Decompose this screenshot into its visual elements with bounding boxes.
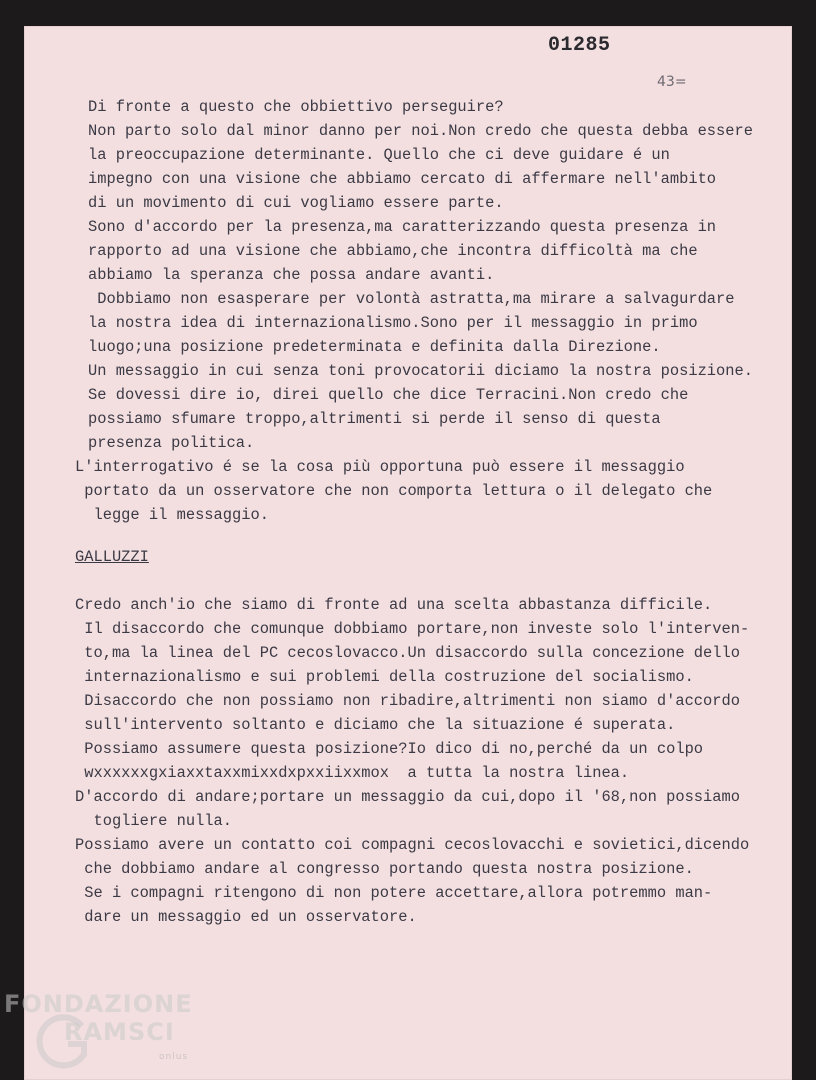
text-line: impegno con una visione che abbiamo cercato di affermare nell'ambito: [88, 170, 717, 188]
text-line: internazionalismo e sui problemi della costruzione del socialismo.: [75, 668, 694, 686]
text-line: che dobbiamo andare al congresso portando questa nostra posizione.: [75, 860, 694, 878]
text-line: Non parto solo dal minor danno per noi.Non credo che questa debba essere: [88, 122, 753, 140]
text-line: Possiamo assumere questa posizione?Io dico di no,perché da un colpo: [75, 740, 704, 758]
text-line: Il disaccordo che comunque dobbiamo portare,non investe solo l'interven-: [75, 620, 750, 638]
text-line: Credo anch'io che siamo di fronte ad una scelta abbastanza difficile.: [75, 596, 713, 614]
speaker-heading: GALLUZZI: [75, 548, 149, 566]
text-line: Un messaggio in cui senza toni provocatorii diciamo la nostra posizione.: [88, 362, 753, 380]
text-line: to,ma la linea del PC cecoslovacco.Un disaccordo sulla concezione dello: [75, 644, 740, 662]
struck-out-text-line: wxxxxxxgxiaxxtaxxmixxdxpxxiixxmox a tutta la nostra linea.: [75, 764, 630, 782]
text-line: sull'intervento soltanto e diciamo che la situazione é superata.: [75, 716, 676, 734]
text-line: D'accordo di andare;portare un messaggio da cui,dopo il '68,non possiamo: [75, 788, 740, 806]
handwritten-folio: 43=: [657, 74, 687, 90]
text-line: la nostra idea di internazionalismo.Sono per il messaggio in primo: [88, 314, 698, 332]
text-line: la preoccupazione determinante. Quello che ci deve guidare é un: [88, 146, 670, 164]
text-line: luogo;una posizione predeterminata e definita dalla Direzione.: [88, 338, 661, 356]
watermark-line1: FONDAZIONE: [4, 990, 193, 1018]
text-line: portato da un osservatore che non comporta lettura o il delegato che: [75, 482, 713, 500]
text-line: legge il messaggio.: [75, 506, 269, 524]
watermark-line2: RAMSCI: [64, 1018, 175, 1046]
text-line: di un movimento di cui vogliamo essere parte.: [88, 194, 504, 212]
text-line: Di fronte a questo che obbiettivo perseguire?: [88, 98, 504, 116]
page-number: 01285: [548, 34, 611, 57]
text-line: possiamo sfumare troppo,altrimenti si perde il senso di questa: [88, 410, 661, 428]
text-line: dare un messaggio ed un osservatore.: [75, 908, 417, 926]
text-line: Se dovessi dire io, direi quello che dice Terracini.Non credo che: [88, 386, 689, 404]
text-line: Sono d'accordo per la presenza,ma caratterizzando questa presenza in: [88, 218, 717, 236]
text-line: presenza politica.: [88, 434, 255, 452]
text-line: Possiamo avere un contatto coi compagni cecoslovacchi e sovietici,dicendo: [75, 836, 750, 854]
text-line: rapporto ad una visione che abbiamo,che incontra difficoltà ma che: [88, 242, 698, 260]
text-line: Dobbiamo non esasperare per volontà astratta,ma mirare a salvagurdare: [88, 290, 735, 308]
text-line: Disaccordo che non possiamo non ribadire,altrimenti non siamo d'accordo: [75, 692, 740, 710]
text-line: L'interrogativo é se la cosa più opportuna può essere il messaggio: [75, 458, 685, 476]
watermark-suffix: onlus: [159, 1052, 189, 1062]
fondazione-gramsci-watermark: [4, 990, 204, 1080]
text-line: abbiamo la speranza che possa andare avanti.: [88, 266, 495, 284]
text-line: togliere nulla.: [75, 812, 233, 830]
text-line: Se i compagni ritengono di non potere accettare,allora potremmo man-: [75, 884, 713, 902]
